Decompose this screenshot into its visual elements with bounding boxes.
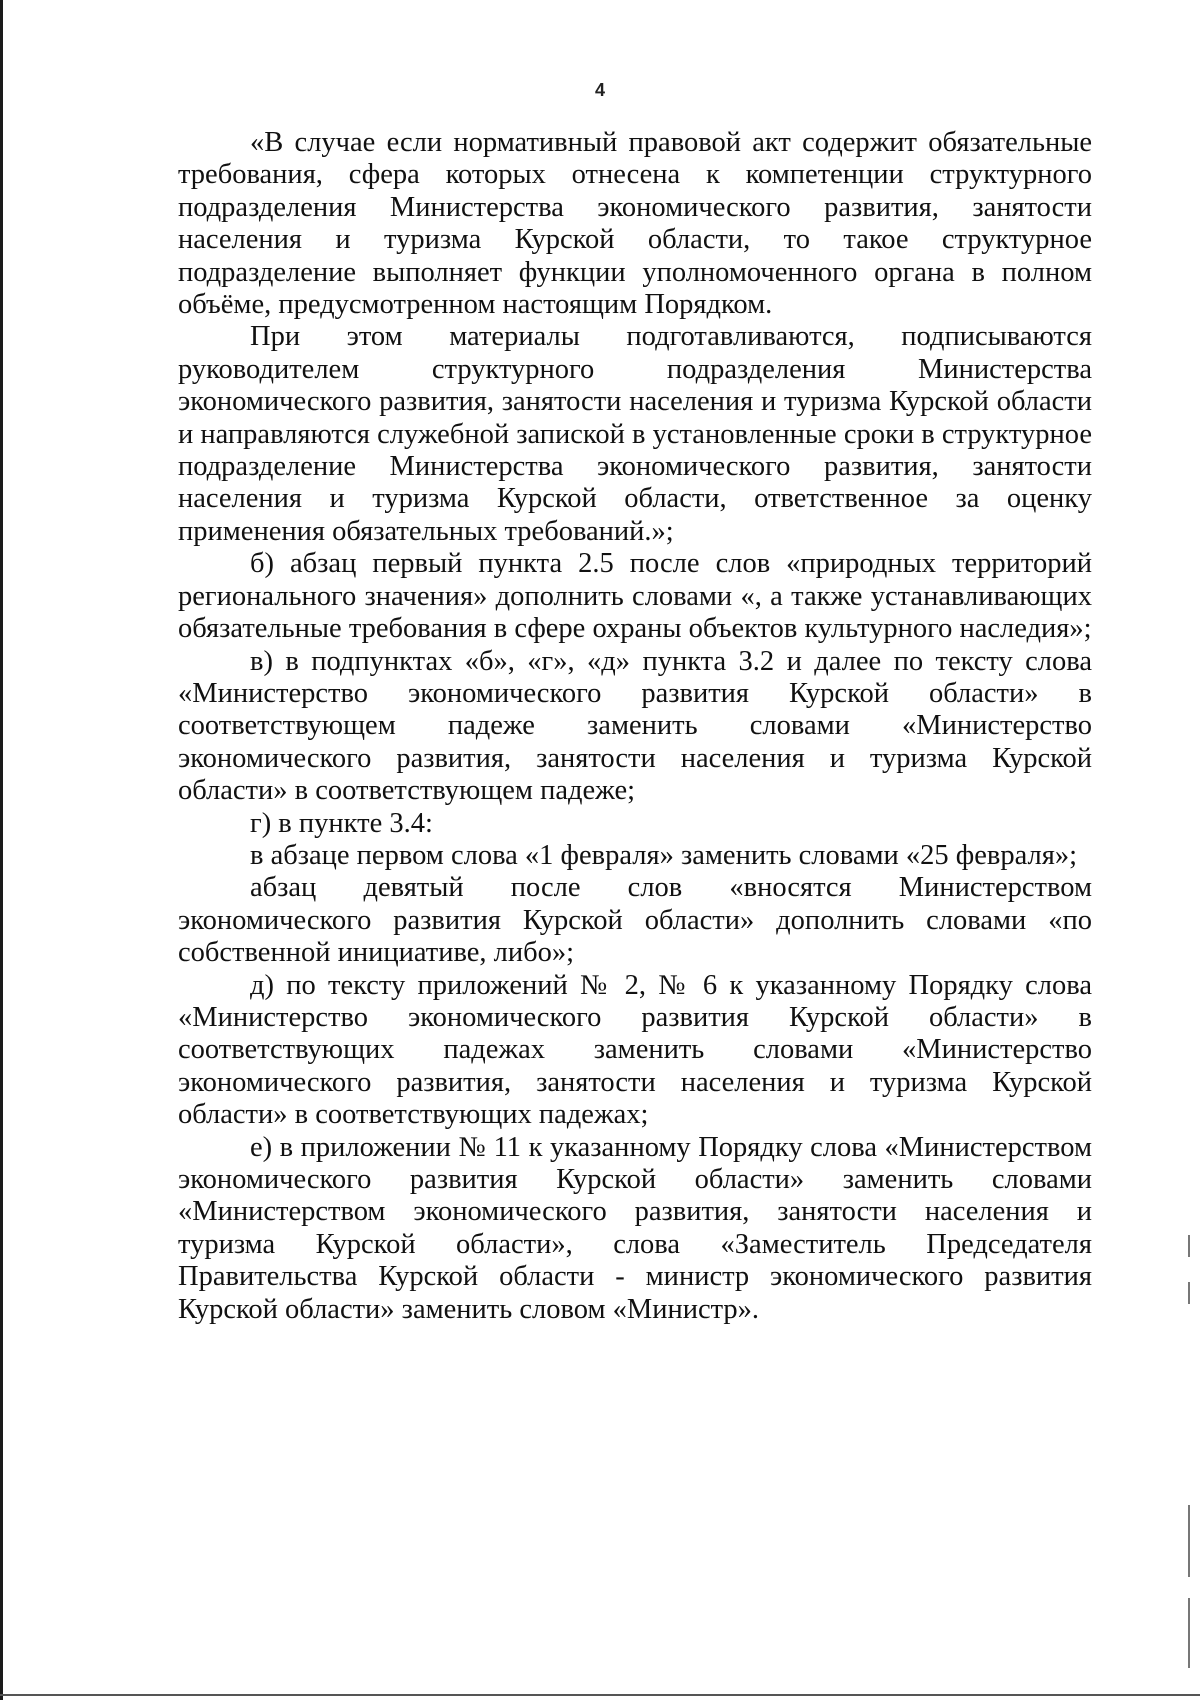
paragraph: е) в приложении № 11 к указанному Порядку слова «Министерством экономического развития Курской области» заменить словами «Министерством экономического развития, занятости населения и туризма Курской области», слова «Заместитель Председателя Правительства Курской области - министр экономического развития Курской области» заменить словом «Министр». (178, 1131, 1092, 1325)
scan-right-mark (1188, 1235, 1190, 1257)
paragraph: «В случае если нормативный правовой акт содержит обязательные требования, сфера которых отнесена к компетенции структурного подразделения Министерства экономического развития, занятости населения и туризма Курской области, то такое структурное подразделение выполняет функции уполномоченного органа в полном объёме, предусмотренном настоящим Порядком. (178, 127, 1092, 321)
paragraph: При этом материалы подготавливаются, подписываются руководителем структурного подразделения Министерства экономического развития, занятости населения и туризма Курской области и направляются служебной запиской в установленные сроки в структурное подразделение Министерства экономического развития, занятости населения и туризма Курской области, ответственное за оценку применения обязательных требований.»; (178, 321, 1092, 547)
paragraph: г) в пункте 3.4: (250, 807, 433, 839)
paragraph: в) в подпунктах «б», «г», «д» пункта 3.2 и далее по тексту слова «Министерство экономического развития Курской области» в соответствующем падеже заменить словами «Министерство экономического развития, занятости населения и туризма Курской области» в соответствующем падеже; (178, 645, 1092, 807)
scan-right-mark (1188, 1282, 1190, 1304)
scan-bottom-edge (0, 1694, 1200, 1696)
scan-right-mark (1188, 1598, 1190, 1668)
scan-right-mark (1188, 1505, 1190, 1577)
page-number: 4 (594, 80, 605, 100)
paragraph: б) абзац первый пункта 2.5 после слов «природных территорий регионального значения» дополнить словами «, а также устанавливающих обязательные требования в сфере охраны объектов культурного наследия»; (178, 548, 1092, 645)
scan-left-edge (0, 0, 3, 1700)
paragraph: в абзаце первом слова «1 февраля» заменить словами «25 февраля»; (250, 839, 1078, 871)
paragraph: абзац девятый после слов «вносятся Министерством экономического развития Курской области» дополнить словами «по собственной инициативе, либо»; (178, 872, 1092, 969)
document-body (178, 127, 1092, 1326)
paragraph: д) по тексту приложений № 2, № 6 к указанному Порядку слова «Министерство экономического развития Курской области» в соответствующих падежах заменить словами «Министерство экономического развития, занятости населения и туризма Курской области» в соответствующих падежах; (178, 969, 1092, 1131)
